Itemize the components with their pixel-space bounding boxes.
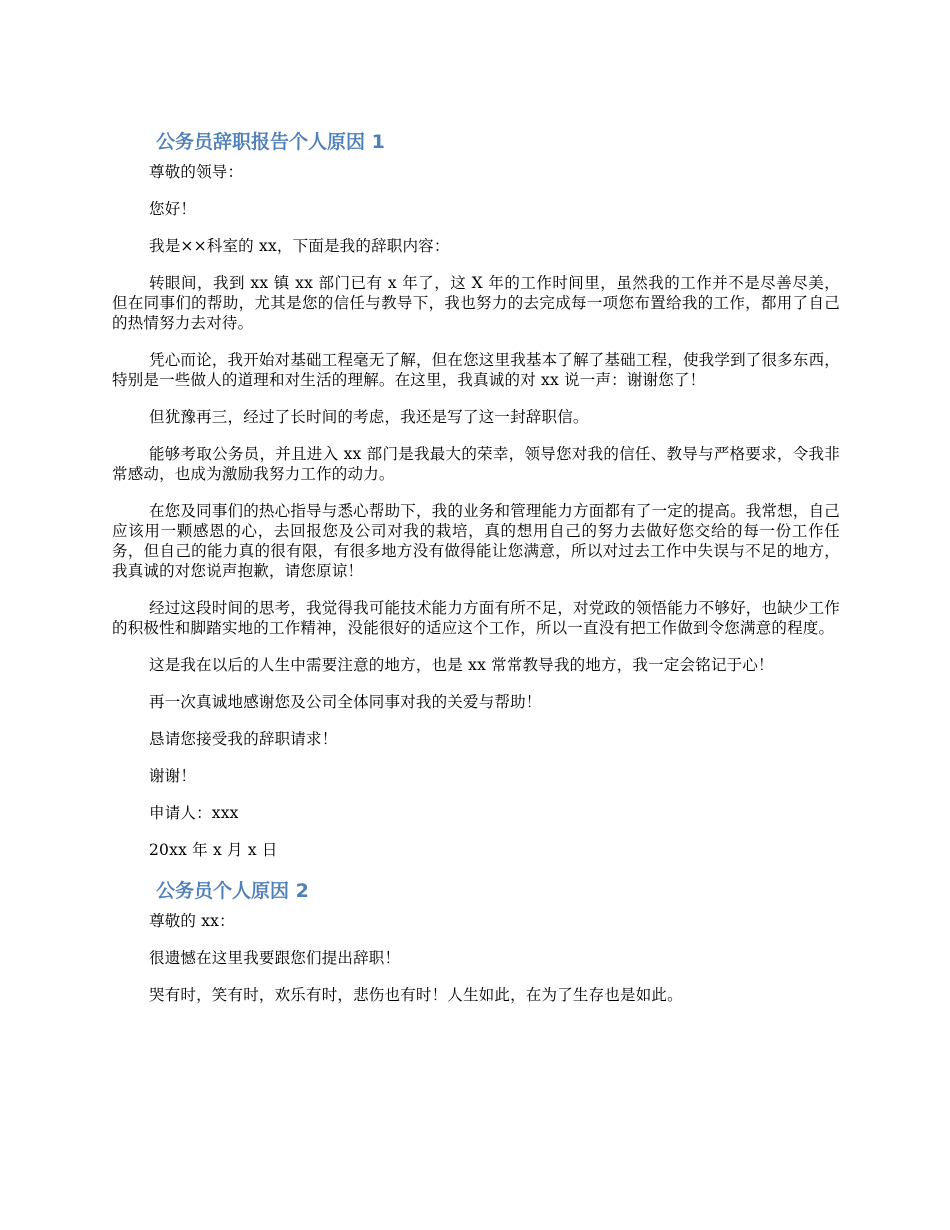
greeting: 您好！ bbox=[149, 200, 197, 218]
paragraph: 哭有时，笑有时，欢乐有时，悲伤也有时！人生如此，在为了生存也是如此。 bbox=[149, 986, 683, 1004]
paragraph: 经过这段时间的思考，我觉得我可能技术能力方面有所不足，对党政的领悟能力不够好，也缺少工作的积极性和脚踏实地的工作精神，没能很好的适应这个工作，所以一直没有把工作做到令您满意的程度。 bbox=[112, 599, 840, 637]
paragraph: 但犹豫再三，经过了长时间的考虑，我还是写了这一封辞职信。 bbox=[149, 408, 589, 426]
salutation: 尊敬的 xx： bbox=[149, 912, 235, 930]
paragraph: 转眼间，我到 xx 镇 xx 部门已有 x 年了，这 X 年的工作时间里，虽然我的工作并不是尽善尽美，但在同事们的帮助，尤其是您的信任与教导下，我也努力的去完成每一项您布置给我的工作，都用了自己的热情努力去对待。 bbox=[112, 274, 840, 332]
paragraph: 凭心而论，我开始对基础工程毫无了解，但在您这里我基本了解了基础工程，使我学到了很多东西，特别是一些做人的道理和对生活的理解。在这里，我真诚的对 xx 说一声：谢谢您了！ bbox=[112, 351, 840, 389]
paragraph: 很遗憾在这里我要跟您们提出辞职！ bbox=[149, 949, 401, 967]
date-line: 20xx 年 x 月 x 日 bbox=[149, 841, 278, 859]
paragraph: 这是我在以后的人生中需要注意的地方，也是 xx 常常教导我的地方，我一定会铭记于心！ bbox=[149, 656, 774, 674]
applicant-line: 申请人：xxx bbox=[149, 804, 239, 822]
salutation: 尊敬的领导： bbox=[149, 163, 244, 181]
paragraph: 在您及同事们的热心指导与悉心帮助下，我的业务和管理能力方面都有了一定的提高。我常想，自己应该用一颗感恩的心，去回报您及公司对我的栽培，真的想用自己的努力去做好您交给的每一份工作任务，但自己的能力真的很有限，有很多地方没有做得能让您满意，所以对过去工作中失误与不足的地方，我真诚的对您说声抱歉，请您原谅！ bbox=[112, 502, 840, 580]
section-heading-1: 公务员辞职报告个人原因 1 bbox=[156, 131, 385, 153]
paragraph: 恳请您接受我的辞职请求！ bbox=[149, 730, 338, 748]
paragraph: 我是××科室的 xx，下面是我的辞职内容： bbox=[149, 237, 450, 255]
section-heading-2: 公务员个人原因 2 bbox=[156, 880, 309, 902]
paragraph: 能够考取公务员，并且进入 xx 部门是我最大的荣幸，领导您对我的信任、教导与严格要求，令我非常感动，也成为激励我努力工作的动力。 bbox=[112, 445, 840, 483]
paragraph: 再一次真诚地感谢您及公司全体同事对我的关爱与帮助！ bbox=[149, 693, 542, 711]
closing-thanks: 谢谢！ bbox=[149, 767, 197, 785]
document-body bbox=[112, 128, 840, 1022]
